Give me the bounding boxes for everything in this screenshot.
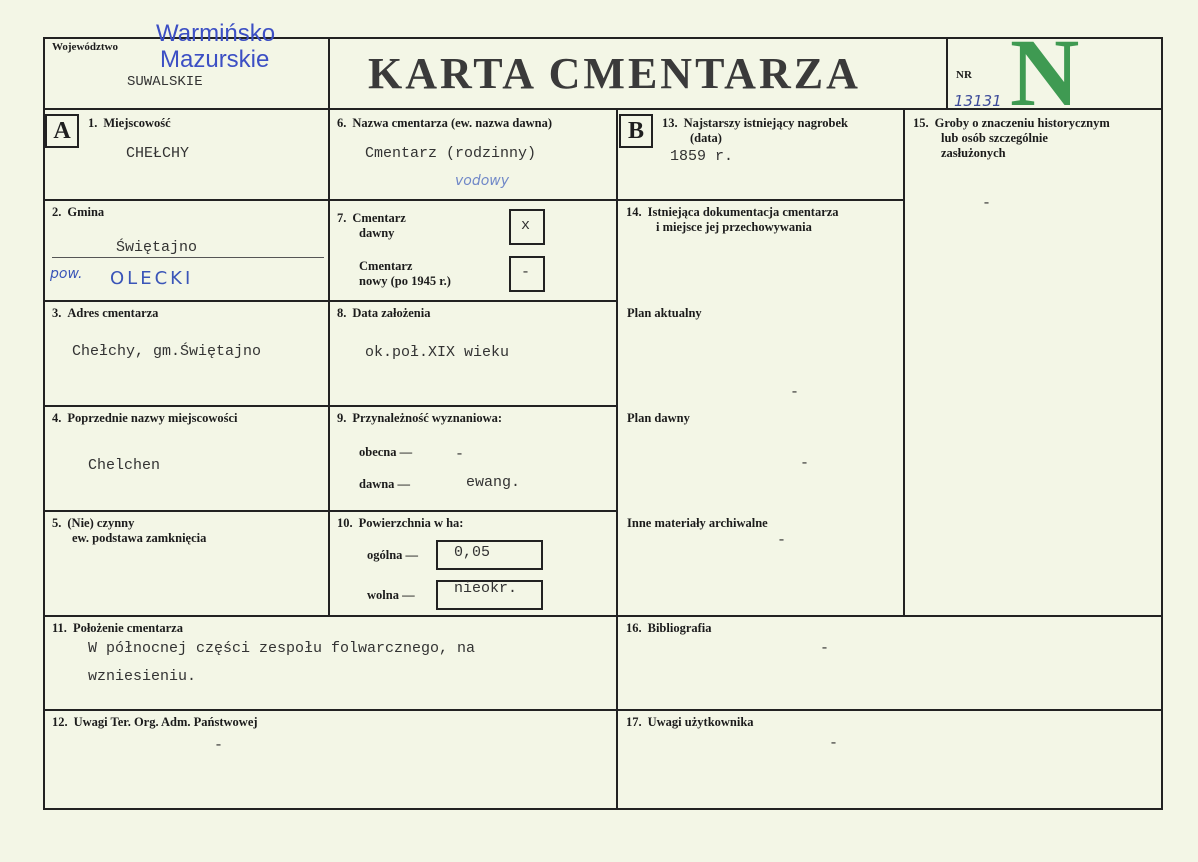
field-5-label-line-2: ew. podstawa zamknięcia	[72, 531, 207, 545]
field-14-label-line-1: Istniejąca dokumentacja cmentarza	[647, 205, 839, 219]
field-6-hand-note: vodowy	[455, 173, 510, 189]
field-1-label-text: Miejscowość	[103, 116, 171, 130]
field-14-label	[626, 205, 839, 235]
field-7-old-label-line-1: Cmentarz	[352, 211, 406, 225]
field-3-label	[52, 306, 158, 321]
outer-left-border	[43, 37, 45, 810]
field-2-value: Świętajno	[116, 239, 198, 256]
field-5-label-line-1: (Nie) czynny	[67, 516, 135, 530]
field-6-value: Cmentarz (rodzinny)	[365, 145, 537, 162]
category-letter-stamp: N	[1010, 19, 1080, 126]
field-4-label-text: Poprzednie nazwy miejscowości	[67, 411, 238, 425]
field-1-label	[88, 116, 171, 131]
field-14-number: 14.	[626, 205, 642, 219]
field-9-number: 9.	[337, 411, 347, 425]
field-11-label-text: Położenie cmentarza	[72, 621, 183, 635]
header-col-divider-2	[946, 37, 948, 109]
field-15-number: 15.	[913, 116, 929, 130]
field-11-value-line-2: wzniesieniu.	[88, 668, 197, 685]
field-2-number: 2.	[52, 205, 62, 219]
field-10-total-box[interactable]	[436, 540, 543, 570]
field-2-hand-prefix: pow.	[50, 266, 83, 282]
field-10-free-label: wolna —	[367, 588, 415, 602]
field-8-value: ok.poł.XIX wieku	[365, 344, 510, 361]
field-9-former-value: ewang.	[466, 474, 521, 491]
field-9-label-text: Przynależność wyznaniowa:	[352, 411, 503, 425]
col-divider-c	[903, 108, 905, 616]
field-10-free-value: nieokr.	[454, 580, 518, 597]
field-7-old-value: x	[521, 217, 531, 234]
field-16-label	[626, 621, 712, 636]
field-13-label-line-2: (data)	[690, 131, 722, 145]
row-divider-3	[43, 405, 618, 407]
header-col-divider-1	[328, 37, 330, 109]
row-divider-5	[43, 615, 1163, 617]
field-15-label-line-1: Groby o znaczeniu historycznym	[934, 116, 1110, 130]
field-4-label	[52, 411, 237, 426]
field-17-number: 17.	[626, 715, 642, 729]
stamp-line-2: Mazurskie	[160, 46, 270, 73]
field-1-value: CHEŁCHY	[126, 145, 190, 162]
region-stamp	[156, 21, 275, 73]
field-9-current-label: obecna —	[359, 445, 413, 459]
field-4-number: 4.	[52, 411, 62, 425]
field-8-number: 8.	[337, 306, 347, 320]
field-7-new-label-line-2: nowy (po 1945 r.)	[359, 274, 451, 288]
field-17-label-text: Uwagi użytkownika	[647, 715, 754, 729]
field-2-underline	[52, 257, 324, 258]
field-15-label	[913, 116, 1110, 161]
field-7-number: 7.	[337, 211, 347, 225]
row-divider-2	[43, 300, 618, 302]
field-11-number: 11.	[52, 621, 67, 635]
field-17-value: -	[829, 735, 839, 752]
plan-current-label: Plan aktualny	[627, 306, 702, 320]
field-12-label-text: Uwagi Ter. Org. Adm. Państwowej	[73, 715, 258, 729]
field-5-number: 5.	[52, 516, 62, 530]
field-3-label-text: Adres cmentarza	[67, 306, 159, 320]
outer-right-border	[1161, 37, 1163, 810]
field-3-number: 3.	[52, 306, 62, 320]
field-4-value: Chelchen	[88, 457, 161, 474]
voivodeship-value: SUWALSKIE	[127, 74, 203, 90]
field-8-label-text: Data założenia	[352, 306, 431, 320]
field-13-value: 1859 r.	[670, 148, 734, 165]
plan-old-label: Plan dawny	[627, 411, 690, 425]
field-15-label-line-2: lub osób szczególnie	[941, 131, 1048, 145]
field-16-number: 16.	[626, 621, 642, 635]
row-divider-6	[43, 709, 1163, 711]
field-10-total-label: ogólna —	[367, 548, 419, 562]
field-6-label-text: Nazwa cmentarza (ew. nazwa dawna)	[352, 116, 552, 130]
plan-old-value: -	[800, 455, 810, 472]
field-6-label	[337, 116, 552, 131]
field-7-old-label-line-2: dawny	[359, 226, 395, 240]
field-16-label-text: Bibliografia	[647, 621, 712, 635]
col-divider-a	[328, 108, 330, 616]
field-12-value: -	[214, 737, 224, 754]
field-8-label	[337, 306, 430, 321]
row-divider-1	[43, 199, 618, 201]
field-1-number: 1.	[88, 116, 98, 130]
field-7-new-label	[359, 259, 451, 289]
field-11-label	[52, 621, 183, 636]
field-13-label-line-1: Najstarszy istniejący nagrobek	[683, 116, 848, 130]
field-7-old-checkbox[interactable]	[509, 209, 545, 245]
card-title: KARTA CMENTARZA	[368, 49, 861, 98]
field-10-number: 10.	[337, 516, 353, 530]
field-9-current-value: -	[455, 446, 465, 463]
field-5-label	[52, 516, 206, 546]
field-12-number: 12.	[52, 715, 68, 729]
field-2-label-text: Gmina	[67, 205, 105, 219]
col-divider-b	[616, 108, 618, 808]
nr-label: NR	[956, 69, 972, 81]
field-3-value: Chełchy, gm.Świętajno	[72, 343, 262, 360]
section-letter-a: A	[45, 114, 79, 148]
field-7-old-label	[337, 211, 406, 241]
field-10-label	[337, 516, 463, 531]
stamp-line-1: Warmińsko	[156, 20, 276, 47]
field-14-label-line-2: i miejsce jej przechowywania	[656, 220, 812, 234]
field-15-value: -	[982, 195, 992, 212]
row-divider-1b	[616, 199, 904, 201]
field-12-label	[52, 715, 258, 730]
field-2-hand-value: OLECKI	[110, 268, 194, 289]
field-10-total-value: 0,05	[454, 544, 491, 561]
section-letter-b: B	[619, 114, 653, 148]
field-7-new-value: -	[521, 264, 531, 281]
field-17-label	[626, 715, 754, 730]
field-16-value: -	[820, 640, 830, 657]
field-9-former-label: dawna —	[359, 477, 411, 491]
field-13-label	[662, 116, 848, 146]
field-6-number: 6.	[337, 116, 347, 130]
field-10-label-text: Powierzchnia w ha:	[358, 516, 464, 530]
voivodeship-label: Województwo	[52, 41, 118, 53]
other-materials-value: -	[777, 532, 787, 549]
field-15-label-line-3: zasłużonych	[941, 146, 1006, 160]
field-11-value-line-1: W północnej części zespołu folwarcznego, na	[88, 640, 476, 657]
row-divider-4	[43, 510, 618, 512]
field-7-new-checkbox[interactable]	[509, 256, 545, 292]
plan-current-value: -	[790, 384, 800, 401]
field-13-number: 13.	[662, 116, 678, 130]
field-7-new-label-line-1: Cmentarz	[359, 259, 413, 273]
nr-value: 13131	[954, 92, 1002, 110]
field-9-label	[337, 411, 502, 426]
outer-bottom-border	[43, 808, 1163, 810]
field-10-free-box[interactable]	[436, 580, 543, 610]
other-materials-label: Inne materiały archiwalne	[627, 516, 768, 530]
field-2-label	[52, 205, 104, 220]
